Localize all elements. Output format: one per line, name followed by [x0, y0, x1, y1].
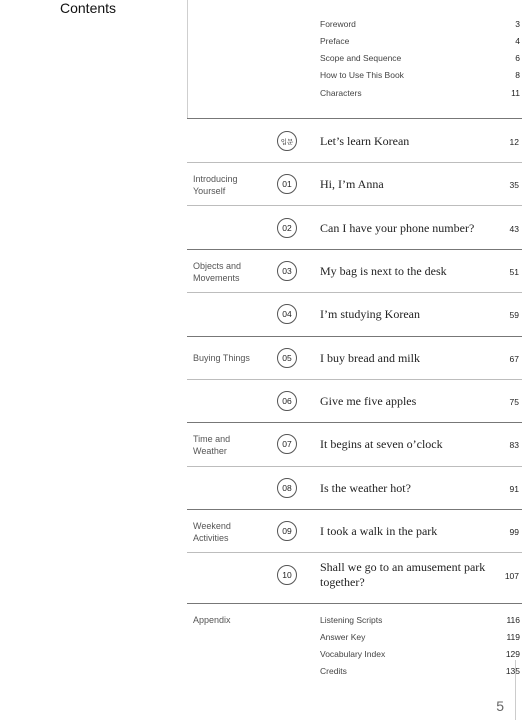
page-title: Contents — [60, 0, 117, 16]
lesson-number-badge: 07 — [277, 434, 297, 454]
column-divider-line — [187, 0, 188, 118]
toc-item-page: 8 — [515, 70, 520, 80]
section-rule — [187, 162, 522, 163]
lesson-number-badge: 입문 — [277, 131, 297, 151]
folio-divider — [515, 660, 522, 720]
lesson-number-badge: 01 — [277, 174, 297, 194]
lesson-page: 43 — [509, 224, 519, 234]
appendix-item-title: Vocabulary Index — [320, 649, 386, 659]
toc-front-item[interactable] — [320, 34, 520, 48]
toc-front-item[interactable] — [320, 51, 520, 65]
lesson-page: 67 — [509, 354, 519, 364]
toc-item-page: 11 — [511, 88, 520, 98]
toc-front-item[interactable] — [320, 68, 520, 82]
toc-front-item[interactable] — [320, 86, 520, 100]
appendix-label: Appendix — [193, 615, 231, 625]
lesson-number-badge: 05 — [277, 348, 297, 368]
section-rule — [187, 336, 522, 337]
lesson-title[interactable]: Hi, I’m Anna — [320, 177, 384, 191]
section-rule — [187, 118, 522, 119]
appendix-item-page: 135 — [505, 666, 520, 676]
section-label: Objects and Movements — [193, 261, 242, 283]
toc-item-page: 3 — [515, 19, 520, 29]
toc-item-title: Scope and Sequence — [320, 53, 402, 63]
appendix-item-page: 116 — [506, 615, 520, 625]
appendix-item[interactable] — [320, 664, 520, 678]
lesson-number-badge: 06 — [277, 391, 297, 411]
lesson-number-badge: 02 — [277, 218, 297, 238]
appendix-item-page: 129 — [505, 649, 520, 659]
lesson-page: 51 — [509, 267, 519, 277]
lesson-title[interactable]: I buy bread and milk — [320, 351, 420, 365]
page-number: 5 — [496, 698, 504, 714]
lesson-number-badge: 04 — [277, 304, 297, 324]
toc-item-page: 6 — [515, 53, 520, 63]
lesson-page: 99 — [509, 527, 519, 537]
lesson-title[interactable]: Is the weather hot? — [320, 481, 411, 495]
appendix-item-title: Answer Key — [320, 632, 366, 642]
lesson-number-badge: 08 — [277, 478, 297, 498]
section-label: Weekend Activities — [193, 521, 231, 543]
section-rule — [187, 509, 522, 510]
section-label: Time and Weather — [193, 434, 231, 456]
toc-item-title: Foreword — [320, 19, 356, 29]
lesson-title[interactable]: It begins at seven o’clock — [320, 437, 443, 451]
appendix-item-title: Credits — [320, 666, 347, 676]
lesson-page: 35 — [509, 180, 519, 190]
toc-front-item[interactable] — [320, 17, 520, 31]
section-rule — [187, 603, 522, 604]
toc-item-title: How to Use This Book — [320, 70, 404, 80]
lesson-number-badge: 09 — [277, 521, 297, 541]
row-rule — [187, 205, 522, 206]
section-label: Introducing Yourself — [193, 174, 238, 196]
section-label: Buying Things — [193, 353, 250, 363]
section-rule — [187, 249, 522, 250]
lesson-title[interactable]: Let’s learn Korean — [320, 134, 410, 148]
appendix-item[interactable] — [320, 613, 520, 627]
lesson-number-badge: 03 — [277, 261, 297, 281]
toc-item-title: Characters — [320, 88, 362, 98]
appendix-item-title: Listening Scripts — [320, 615, 383, 625]
appendix-item[interactable] — [320, 647, 520, 661]
lesson-title[interactable]: I took a walk in the park — [320, 524, 438, 538]
lesson-page: 107 — [504, 571, 519, 581]
appendix-item[interactable] — [320, 630, 520, 644]
lesson-page: 75 — [509, 397, 519, 407]
row-rule — [187, 292, 522, 293]
lesson-title[interactable]: Can I have your phone number? — [320, 221, 475, 235]
lesson-title[interactable]: My bag is next to the desk — [320, 264, 447, 278]
row-rule — [187, 552, 522, 553]
toc-item-page: 4 — [515, 36, 520, 46]
lesson-page: 59 — [509, 310, 519, 320]
row-rule — [187, 466, 522, 467]
lesson-page: 83 — [509, 440, 519, 450]
lesson-number-badge: 10 — [277, 565, 297, 585]
row-rule — [187, 379, 522, 380]
lesson-page: 12 — [509, 137, 519, 147]
lesson-title[interactable]: Shall we go to an amusement park together? — [320, 560, 486, 589]
section-rule — [187, 422, 522, 423]
lesson-page: 91 — [509, 484, 519, 494]
appendix-item-page: 119 — [506, 632, 520, 642]
lesson-title[interactable]: I’m studying Korean — [320, 307, 420, 321]
lesson-title[interactable]: Give me five apples — [320, 394, 417, 408]
toc-item-title: Preface — [320, 36, 350, 46]
